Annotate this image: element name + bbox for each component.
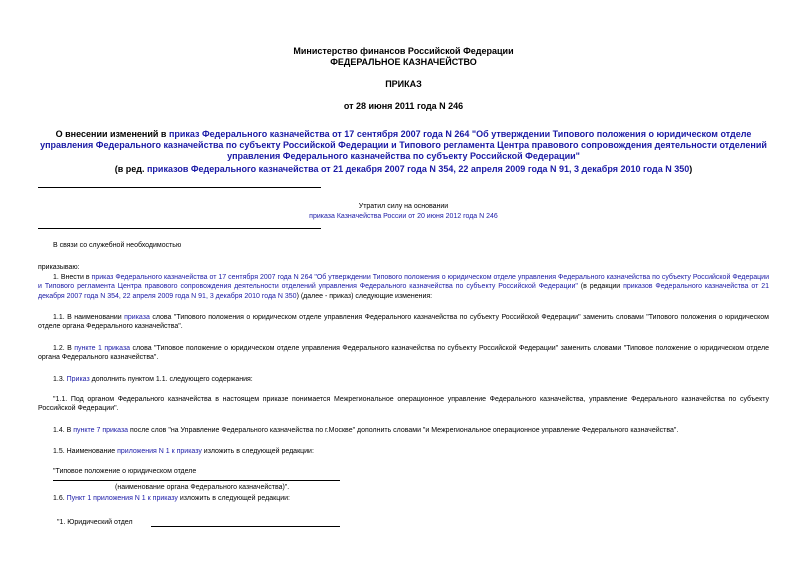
header-agency: ФЕДЕРАЛЬНОЕ КАЗНАЧЕЙСТВО [330,57,477,67]
p14-text-a: 1.4. В [53,427,74,434]
paragraph-1-2 [38,344,769,363]
p11-text-b: слова "Типового положения о юридическом отделе управления Федерального казначейства по субъекту Российской Федерации" заменить словами "Типового положения о юридическом отделе органа Федерального казначейства". [38,314,769,331]
notice-link[interactable]: приказа Казначейства России от 20 июня 2012 года N 246 [309,213,498,220]
p1-text-c: ) (далее - приказ) следующие изменения: [296,292,433,300]
doc-type: ПРИКАЗ [385,79,422,89]
doc-date: от 28 июня 2011 года N 246 [343,101,464,111]
title-prefix: О внесении изменений в [55,129,169,139]
p13-link[interactable]: Приказ [66,376,90,383]
p16-text-a: 1.6. [53,495,67,502]
p11-link[interactable]: приказа [124,314,150,321]
p12-text-a: 1.2. В [53,345,75,352]
p16-link[interactable]: Пункт 1 приложения N 1 к приказу [66,495,178,502]
p12-link[interactable]: пункте 1 приказа [74,345,131,352]
paragraph-1-5 [38,447,769,456]
p14-text-b: после слов "на Управление Федерального казначейства по г.Москве" дополнить словами "и Межрегиональное операционное управление Федерального казначейства". [128,427,679,434]
p14-link[interactable]: пункте 7 приказа [73,427,129,434]
title-order-link[interactable]: приказ Федерального казначейства от 17 сентября 2007 года N 264 "Об утверждении Типового положения о юридическом отделе управления Федерального казначейства по субъекту Российской Федерации и Типового регламента Центра правового сопровождения деятельности отделений управления Федерального казначейства по субъекту Российской Федерации" [40,129,767,161]
p16-text-b: изложить в следующей редакции: [177,495,290,502]
divider-notice [38,228,321,229]
p15-text-a: 1.5. Наименование [53,448,118,455]
paragraph-1-6-quote: "1. Юридический отдел [57,519,133,526]
divider-top [38,187,321,188]
p1-text-a: 1. Внести в [53,274,92,281]
order-text: приказываю: [38,264,80,271]
edition-suffix: ) [689,164,693,174]
edition-link[interactable]: приказов Федерального казначейства от 21 декабря 2007 года N 354, 22 апреля 2009 года N 91, 3 декабря 2010 года N 350 [147,164,690,174]
blank-line-organ [53,480,340,481]
paragraph-1-1 [38,313,769,332]
notice-line: Утратил силу на основании [358,203,449,210]
paragraph-1-5-quote: "Типовое положение о юридическом отделе [53,468,197,475]
p15-link[interactable]: приложения N 1 к приказу [117,448,202,455]
paragraph-1-3 [38,375,769,384]
intro-text: В связи со служебной необходимостью [53,242,182,249]
paragraph-1-4 [38,426,769,435]
blank-line-department [151,526,340,527]
p13-text-b: дополнить пунктом 1.1. следующего содержания: [89,376,253,383]
p11-text-a: 1.1. В наименовании [53,314,125,321]
document-edition [0,164,807,175]
p15-text-b: изложить в следующей редакции: [201,448,314,455]
paragraph-1-6 [38,494,769,503]
p1-text-b: (в редакции [577,283,624,291]
p1-edition-link[interactable]: приказов Федерального казначейства от 21 декабря 2007 года N 354, 22 апреля 2009 года N 91, 3 декабря 2010 года N 350 [38,283,769,300]
paragraph-1 [38,273,769,301]
blank-line-caption: (наименование органа Федерального казначейства)". [115,484,290,491]
header-ministry: Министерство финансов Российской Федерации [293,46,514,56]
p1-order-link[interactable]: приказ Федерального казначейства от 17 сентября 2007 года N 264 "Об утверждении Типового положения о юридическом отделе управления Федерального казначейства по субъекту Российской Федерации и Типового регламента Центра правового сопровождения деятельности отделений управления Федерального казначейства по субъекту Российской Федерации" [38,274,769,291]
edition-prefix: (в ред. [114,164,147,174]
p13-text-a: 1.3. [53,376,67,383]
p12-text-b: слова "Типовое положение о юридическом отделе управления Федерального казначейства по субъекту Российской Федерации" заменить словами "Типовое положение о юридическом отделе органа Федерального казначейства". [38,345,769,362]
document-title [40,129,767,162]
paragraph-1-3-quote: "1.1. Под органом Федерального казначейства в настоящем приказе понимается Межрегиональное операционное управление Федерального казначейства, управление Федерального казначейства по субъекту Российской Федерации". [38,396,769,413]
